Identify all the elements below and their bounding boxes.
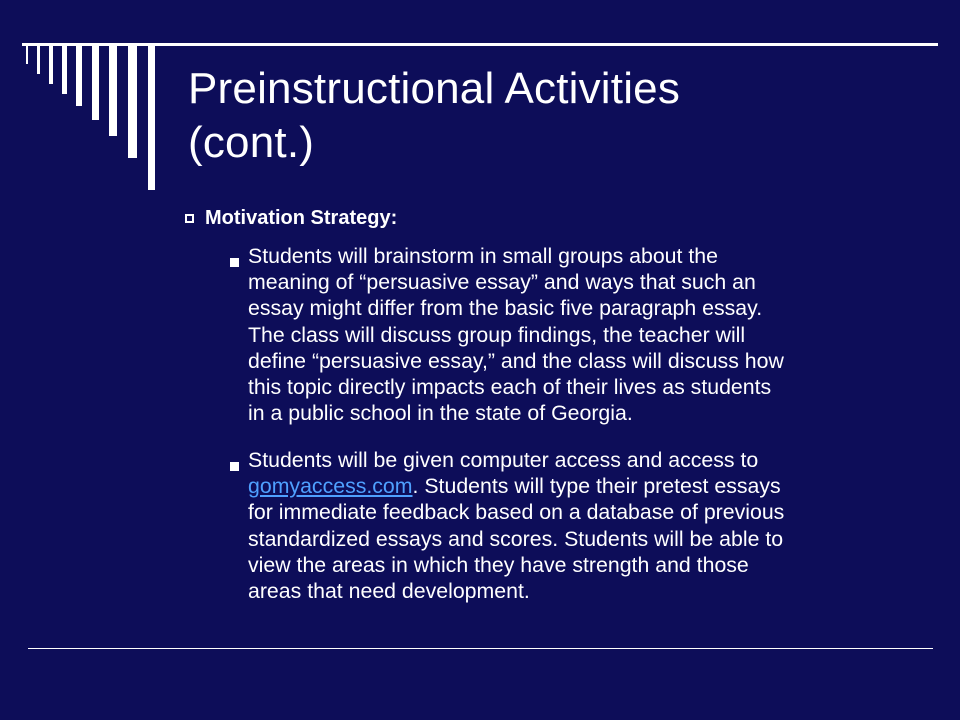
- hollow-square-bullet-icon: [185, 214, 194, 223]
- square-bullet-icon: [230, 462, 239, 471]
- top-divider-line: [22, 43, 938, 46]
- decorative-stripe: [26, 46, 28, 64]
- section-heading: [185, 205, 397, 231]
- bottom-divider-line: [28, 648, 933, 649]
- paragraph-line: Students will brainstorm in small groups about the: [248, 244, 718, 268]
- section-heading-text: Motivation Strategy:: [205, 207, 398, 229]
- decorative-stripe: [92, 46, 99, 120]
- bullet-paragraph-1: [248, 243, 938, 426]
- slide-title-line: Preinstructional Activities: [188, 64, 681, 113]
- paragraph-line: this topic directly impacts each of their lives as students: [248, 375, 772, 400]
- gomyaccess-link[interactable]: gomyaccess.com: [248, 474, 413, 499]
- paragraph-line: view the areas in which they have strength and those: [248, 552, 749, 577]
- paragraph-line: areas that need development.: [248, 579, 530, 604]
- decorative-stripe: [49, 46, 53, 84]
- paragraph-line: for immediate feedback based on a database of previous: [248, 500, 785, 525]
- bullet-paragraph-2: [248, 447, 938, 604]
- decorative-stripe: [148, 46, 155, 190]
- paragraph-line: meaning of “persuasive essay” and ways that such an: [248, 270, 756, 295]
- decorative-stripe: [37, 46, 40, 74]
- decorative-stripe: [76, 46, 82, 106]
- paragraph-line: [248, 473, 938, 499]
- paragraph-line: The class will discuss group findings, the teacher will: [248, 322, 746, 347]
- paragraph-line: standardized essays and scores. Students will be able to: [248, 526, 784, 551]
- slide-title: [188, 62, 928, 170]
- decorative-stripe: [109, 46, 117, 136]
- decorative-stripe: [128, 46, 137, 158]
- paragraph-line: essay might differ from the basic five paragraph essay.: [248, 296, 763, 321]
- paragraph-line: Students will be given computer access and access to: [248, 448, 759, 472]
- paragraph-line: in a public school in the state of Georgia.: [248, 401, 633, 426]
- slide-title-line: (cont.): [188, 118, 315, 167]
- paragraph-line-rest: . Students will type their pretest essays: [412, 474, 781, 499]
- decorative-stripe: [62, 46, 67, 94]
- paragraph-line: define “persuasive essay,” and the class will discuss how: [248, 348, 784, 373]
- square-bullet-icon: [230, 258, 239, 267]
